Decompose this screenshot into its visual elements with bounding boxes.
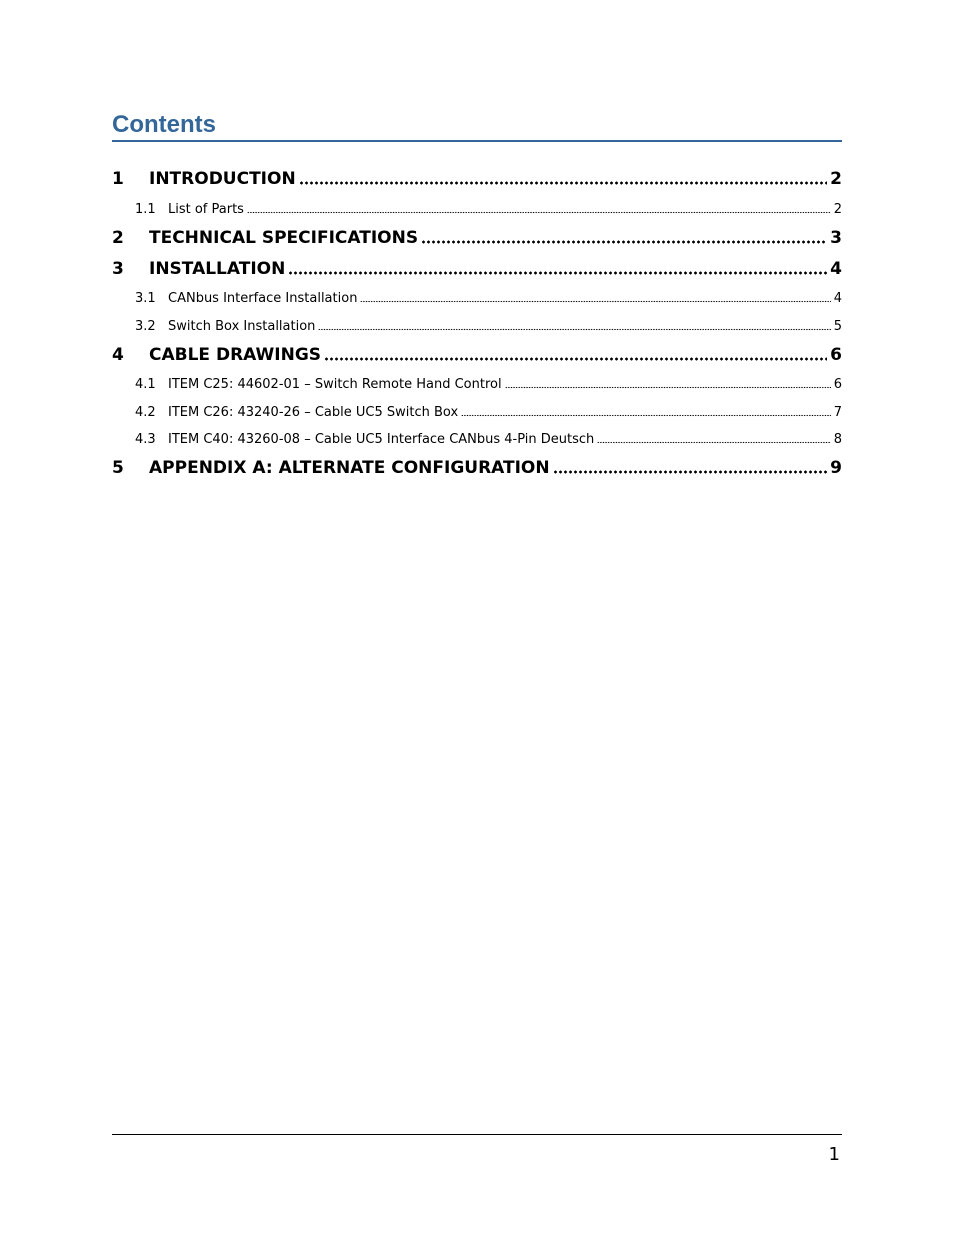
toc-entry-number: 4.1	[135, 377, 156, 392]
toc-entry-item-c26[interactable]	[112, 405, 842, 420]
toc-entry-page: 7	[833, 405, 842, 420]
toc-dot-leader	[421, 228, 827, 248]
toc-entry-introduction[interactable]	[112, 169, 842, 189]
toc-entry-canbus-interface-installation[interactable]	[112, 291, 842, 306]
toc-entry-item-c25[interactable]	[112, 377, 842, 392]
toc-entry-number: 2	[112, 228, 124, 248]
toc-entry-number: 1	[112, 169, 124, 189]
toc-dot-leader	[360, 291, 830, 306]
toc-entry-label: ITEM C26: 43240-26 – Cable UC5 Switch Box	[168, 405, 459, 420]
toc-entry-label: List of Parts	[168, 202, 244, 217]
toc-entry-number: 1.1	[135, 202, 156, 217]
toc-entry-number: 3.1	[135, 291, 156, 306]
toc-dot-leader	[318, 319, 830, 334]
toc-dot-leader	[461, 405, 831, 420]
toc-dot-leader	[299, 169, 827, 189]
toc-entry-page: 3	[830, 228, 842, 248]
toc-dot-leader	[288, 259, 827, 279]
toc-entry-page: 2	[830, 169, 842, 189]
toc-entry-label: INTRODUCTION	[149, 169, 296, 189]
toc-dot-leader	[505, 377, 831, 392]
toc-heading: Contents	[112, 110, 842, 142]
toc-entry-page: 9	[830, 458, 842, 478]
footer-page-number: 1	[828, 1144, 840, 1165]
toc-entry-item-c40[interactable]	[112, 432, 842, 447]
toc-entry-list-of-parts[interactable]	[112, 202, 842, 217]
toc-entry-page: 6	[830, 345, 842, 365]
toc-entry-label: ITEM C40: 43260-08 – Cable UC5 Interface CANbus 4-Pin Deutsch	[168, 432, 595, 447]
toc-entry-number: 4	[112, 345, 124, 365]
toc-entry-number: 4.3	[135, 432, 156, 447]
toc-entry-technical-specifications[interactable]	[112, 228, 842, 248]
toc-entry-number: 3	[112, 259, 124, 279]
toc-entry-page: 8	[833, 432, 842, 447]
toc-entry-label: Switch Box Installation	[168, 319, 316, 334]
footer-divider	[112, 1134, 842, 1135]
toc-entry-appendix-a[interactable]	[112, 458, 842, 478]
toc-entry-page: 6	[833, 377, 842, 392]
toc-dot-leader	[247, 202, 831, 217]
toc-entry-page: 4	[830, 259, 842, 279]
toc-dot-leader	[324, 345, 827, 365]
toc-entry-label: CABLE DRAWINGS	[149, 345, 322, 365]
toc-entry-label: INSTALLATION	[149, 259, 286, 279]
toc-entry-page: 5	[833, 319, 842, 334]
toc-entry-label: TECHNICAL SPECIFICATIONS	[149, 228, 419, 248]
toc-entry-label: CANbus Interface Installation	[168, 291, 358, 306]
toc-entry-number: 3.2	[135, 319, 156, 334]
toc-dot-leader	[553, 458, 828, 478]
toc-dot-leader	[597, 432, 830, 447]
toc-entry-cable-drawings[interactable]	[112, 345, 842, 365]
toc-entry-label: ITEM C25: 44602-01 – Switch Remote Hand Control	[168, 377, 502, 392]
toc-entry-switch-box-installation[interactable]	[112, 319, 842, 334]
toc-entry-number: 5	[112, 458, 124, 478]
toc-entry-label: APPENDIX A: ALTERNATE CONFIGURATION	[149, 458, 550, 478]
toc-entry-installation[interactable]	[112, 259, 842, 279]
toc-entry-page: 4	[833, 291, 842, 306]
toc-entry-page: 2	[833, 202, 842, 217]
toc-entry-number: 4.2	[135, 405, 156, 420]
